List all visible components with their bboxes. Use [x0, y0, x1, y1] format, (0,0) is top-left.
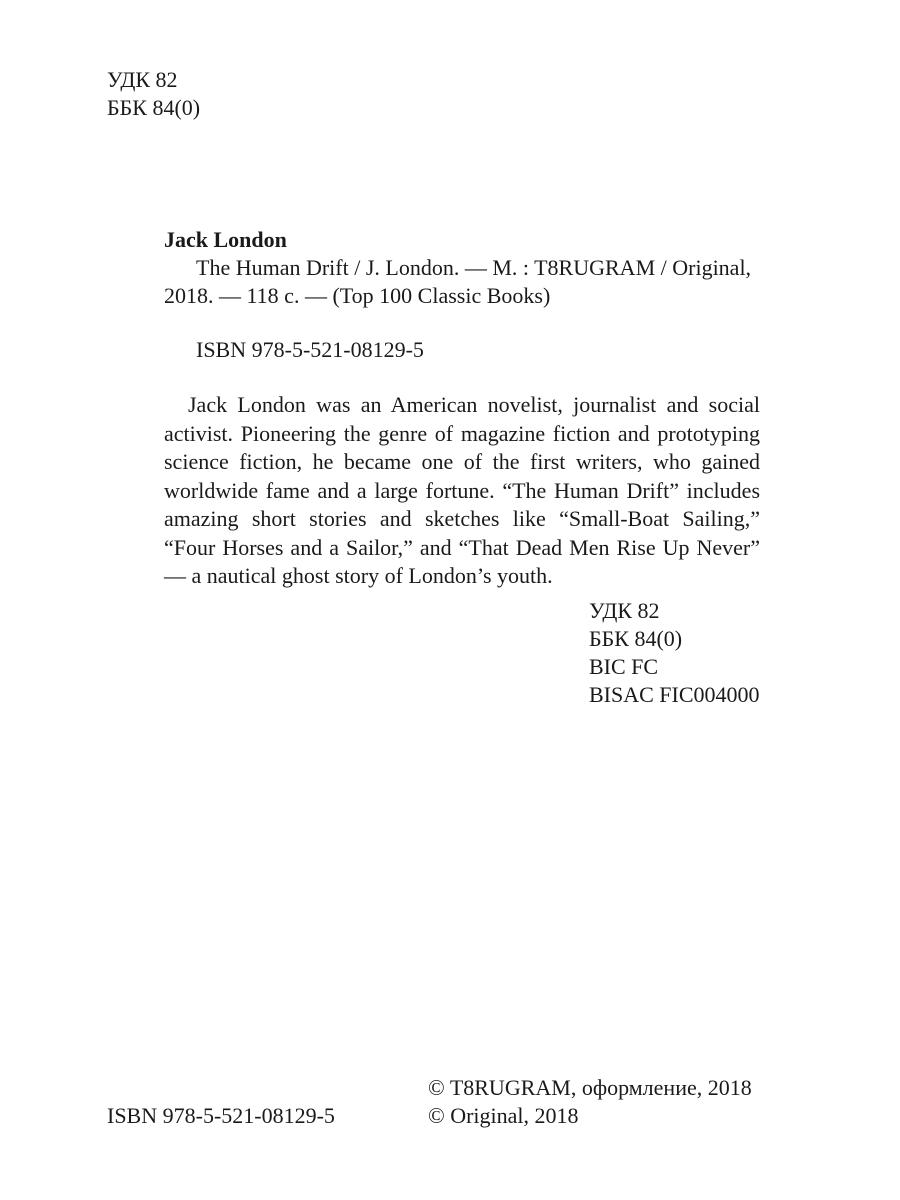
footer-isbn: ISBN 978-5-521-08129-5	[107, 1103, 335, 1128]
classification-codes	[589, 597, 760, 709]
udk-classification: УДК 82	[589, 598, 660, 623]
bisac-classification: BISAC FIC004000	[589, 682, 760, 707]
bibliographic-description: The Human Drift / J. London. — M. : T8RUGRAM / Original, 2018. — 118 с. — (Top 100 Classic Books)	[164, 255, 752, 308]
copyright-notices	[428, 1074, 752, 1130]
bic-classification: BIC FC	[589, 654, 659, 679]
catalog-record	[164, 226, 760, 591]
record-isbn: ISBN 978-5-521-08129-5	[196, 337, 424, 362]
bbk-classification: ББК 84(0)	[589, 626, 683, 651]
top-classification-codes	[107, 66, 200, 122]
bbk-code: ББК 84(0)	[107, 95, 201, 120]
udk-code: УДК 82	[107, 67, 178, 92]
annotation-paragraph: Jack London was an American novelist, journalist and social activist. Pioneering the genre of magazine fiction and prototyping science fiction, he became one of the first writers, who gained worldwide fame and a large fortune. “The Human Drift” includes amazing short stories and sketches like “Small-Boat Sailing,” “Four Horses and a Sailor,” and “That Dead Men Rise Up Never” — a nautical ghost story of London’s youth.	[164, 392, 760, 588]
author-name: Jack London	[164, 227, 287, 252]
copyright-design: © T8RUGRAM, оформление, 2018	[428, 1075, 752, 1100]
copyright-original: © Original, 2018	[428, 1103, 579, 1128]
